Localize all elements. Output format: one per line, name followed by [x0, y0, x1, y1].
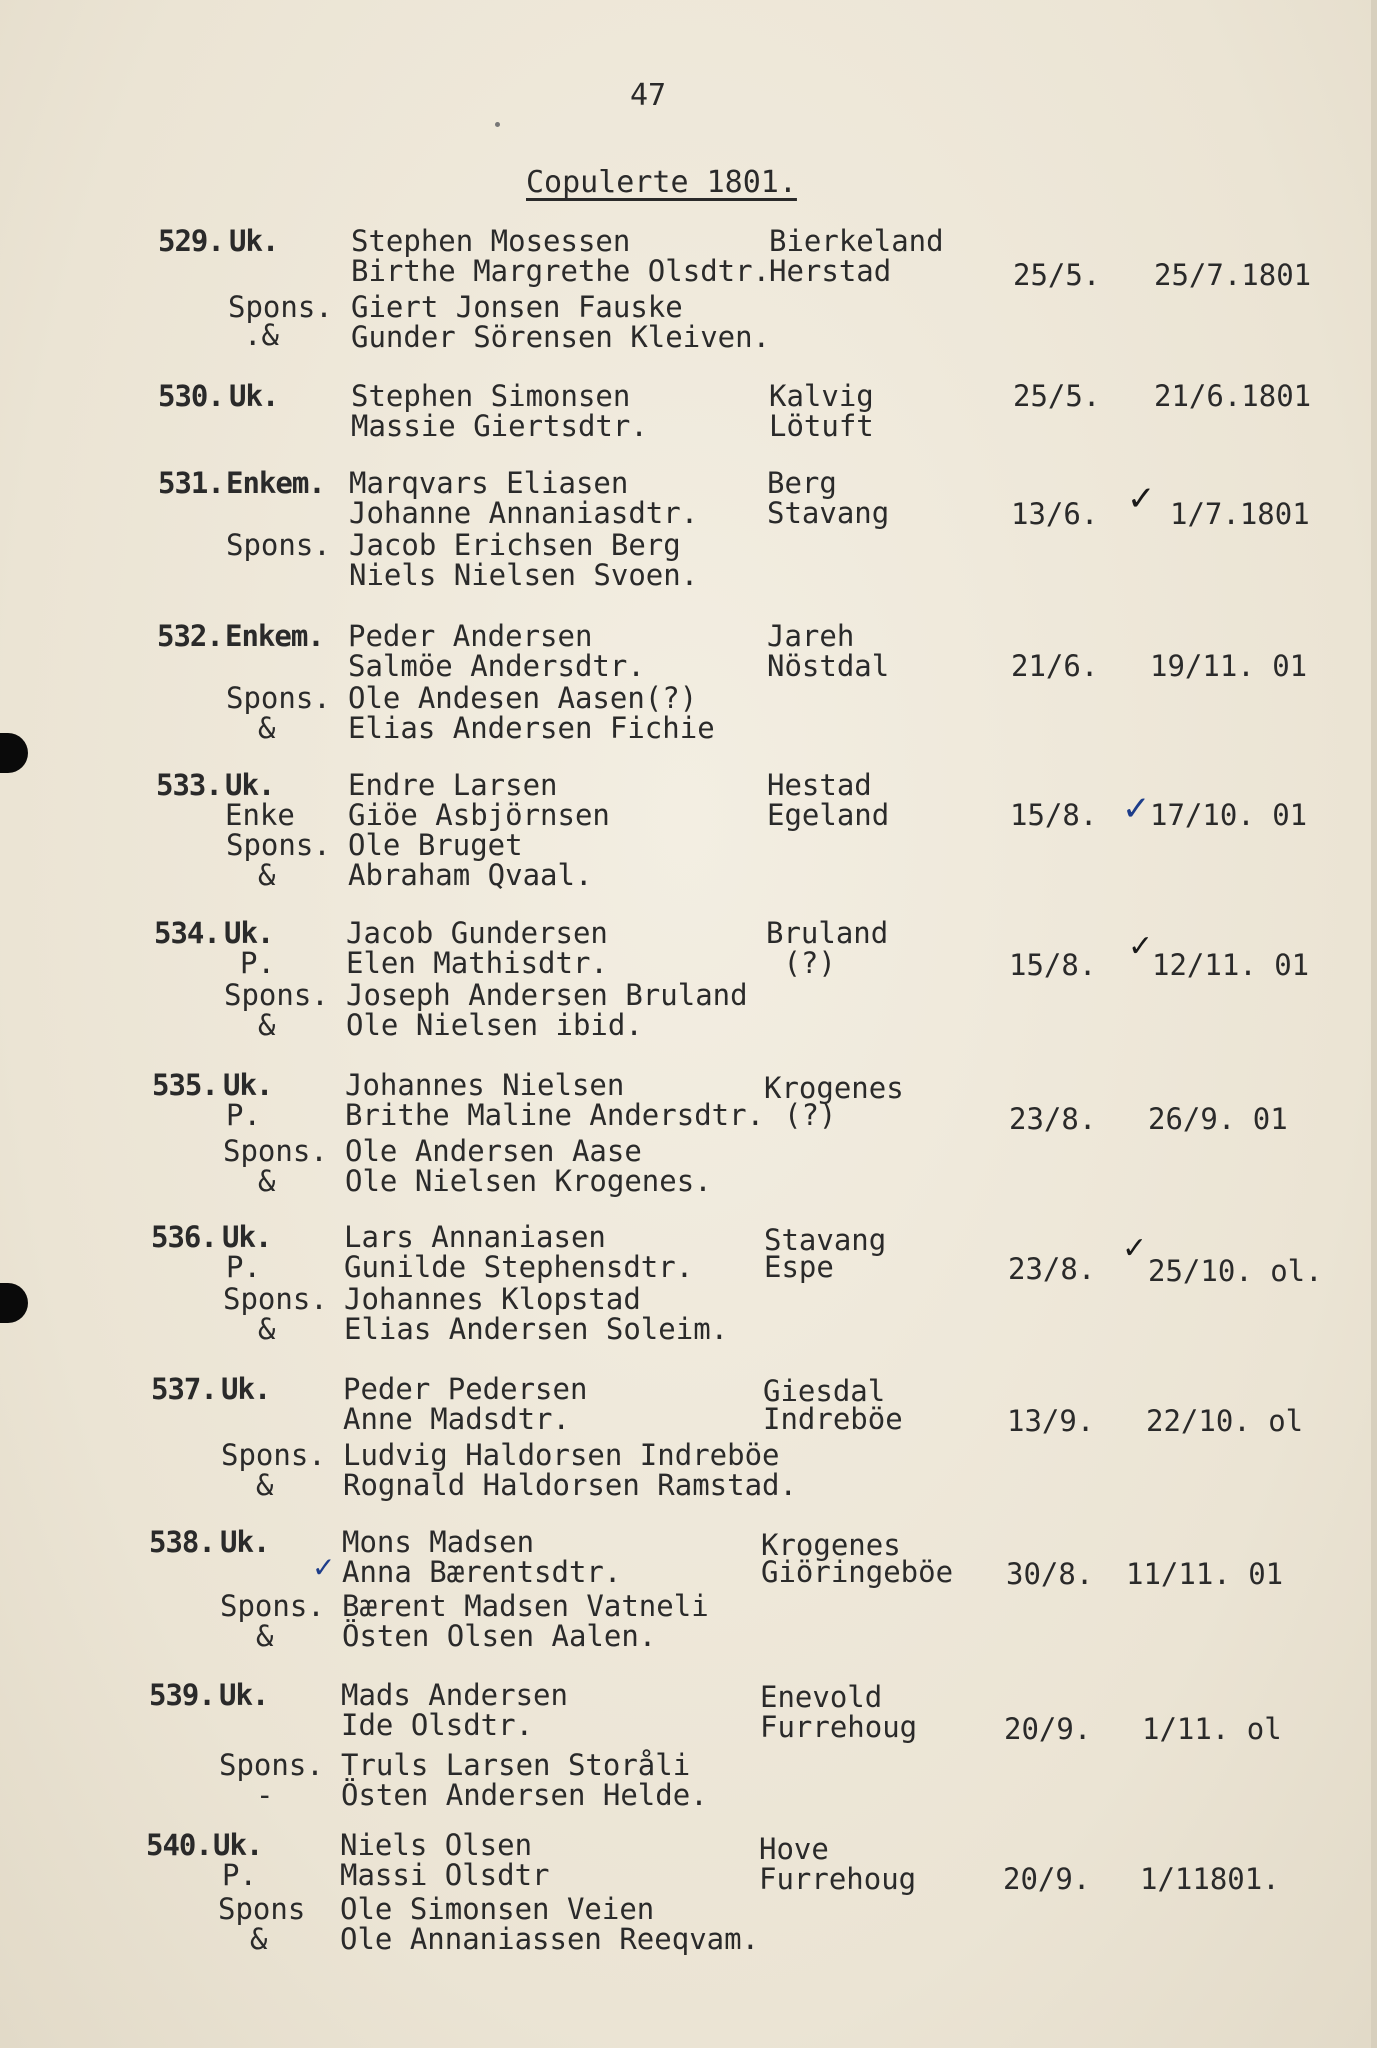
groom-place: Krogenes	[761, 1528, 901, 1562]
record-status: Uk.	[220, 1525, 270, 1559]
sponsor-name: Ole Bruget	[348, 828, 523, 862]
record-number: 530.	[158, 379, 224, 413]
record-number: 540.	[146, 1828, 212, 1862]
marriage-date: 11/11. 01	[1126, 1557, 1284, 1591]
bride-place: Giöringeböe	[761, 1555, 954, 1589]
sponsor-name: Ole Annaniassen Reeqvam.	[340, 1922, 760, 1956]
groom-place: Hestad	[767, 768, 872, 802]
sponsors-label: Spons.	[224, 978, 329, 1012]
marriage-date: 26/9. 01	[1148, 1102, 1288, 1136]
bride-place: Furrehoug	[759, 1862, 917, 1896]
sponsor-name: Johannes Klopstad	[344, 1282, 641, 1316]
groom-name: Endre Larsen	[348, 768, 558, 802]
bride-place: Espe	[764, 1250, 834, 1284]
groom-name: Mads Andersen	[341, 1678, 568, 1712]
bride-name: Ide Olsdtr.	[341, 1708, 534, 1742]
record-status: Uk.	[222, 1220, 272, 1254]
sponsor-name: Ole Nielsen Krogenes.	[345, 1164, 712, 1198]
bride-name: Birthe Margrethe Olsdtr.	[351, 254, 771, 288]
bride-name: Brithe Maline Andersdtr.	[345, 1098, 765, 1132]
groom-name: Johannes Nielsen	[345, 1068, 625, 1102]
proclamation-date: 15/8.	[1009, 948, 1097, 982]
record-number: 537.	[151, 1372, 217, 1406]
proclamation-date: 25/5.	[1013, 258, 1101, 292]
page-title: Copulerte 1801.	[526, 165, 797, 200]
checkmark-icon: ✓	[1128, 929, 1154, 964]
groom-name: Stephen Mosessen	[351, 224, 631, 258]
sponsors-ampersand: .&	[244, 318, 279, 352]
sponsor-name: Östen Olsen Aalen.	[342, 1619, 657, 1653]
groom-name: Stephen Simonsen	[351, 379, 631, 413]
groom-place: Bruland	[766, 916, 889, 950]
record-status: Uk.	[223, 1068, 273, 1102]
groom-place: Enevold	[760, 1680, 883, 1714]
sponsor-name: Ole Simonsen Veien	[340, 1892, 655, 1926]
bride-place: Herstad	[769, 254, 892, 288]
record-number: 538.	[149, 1525, 215, 1559]
bride-name: Anna Bærentsdtr.	[342, 1555, 622, 1589]
sponsors-label: Spons.	[223, 1282, 328, 1316]
groom-place: Bierkeland	[769, 224, 944, 258]
record-number: 536.	[151, 1220, 217, 1254]
record-number: 539.	[149, 1678, 215, 1712]
marriage-date: 22/10. ol	[1146, 1404, 1304, 1438]
sponsor-name: Elias Andersen Fichie	[348, 711, 715, 745]
ink-dot	[495, 122, 500, 127]
groom-name: Mons Madsen	[342, 1525, 535, 1559]
groom-name: Peder Andersen	[348, 619, 593, 653]
groom-place: Kalvig	[769, 379, 874, 413]
sponsor-name: Abraham Qvaal.	[348, 858, 593, 892]
bride-place: (?)	[766, 946, 836, 980]
proclamation-date: 30/8.	[1006, 1557, 1094, 1591]
proclamation-date: 15/8.	[1010, 798, 1098, 832]
record-status-2: P.	[222, 1858, 257, 1892]
sponsors-ampersand: &	[256, 1619, 274, 1653]
proclamation-date: 13/6.	[1011, 497, 1099, 531]
sponsors-ampersand: &	[258, 1008, 276, 1042]
punch-hole	[0, 1283, 28, 1323]
bride-place: Egeland	[767, 798, 890, 832]
checkmark-icon: ✓	[312, 1551, 336, 1584]
sponsor-name: Östen Andersen Helde.	[341, 1778, 708, 1812]
sponsor-name: Elias Andersen Soleim.	[344, 1312, 729, 1346]
marriage-date: 17/10. 01	[1150, 798, 1308, 832]
sponsors-label: Spons.	[228, 290, 333, 324]
groom-name: Lars Annaniasen	[344, 1220, 606, 1254]
sponsor-name: Niels Nielsen Svoen.	[349, 558, 699, 592]
sponsors-label: Spons.	[219, 1748, 324, 1782]
sponsors-ampersand: &	[250, 1922, 268, 1956]
sponsors-label: Spons.	[220, 1589, 325, 1623]
record-status-2: P.	[226, 1098, 261, 1132]
marriage-date: 25/10. ol.	[1148, 1254, 1323, 1288]
marriage-date: 12/11. 01	[1152, 948, 1310, 982]
sponsor-name: Ole Andersen Aase	[345, 1134, 642, 1168]
record-status: Uk.	[225, 768, 275, 802]
sponsors-label: Spons.	[221, 1438, 326, 1472]
checkmark-icon: ✓	[1127, 479, 1156, 519]
sponsors-ampersand: &	[258, 1312, 276, 1346]
sponsor-name: Ole Andesen Aasen(?)	[348, 681, 698, 715]
record-status: Uk.	[213, 1828, 263, 1862]
bride-place: Indreböe	[763, 1402, 903, 1436]
bride-name: Massie Giertsdtr.	[351, 409, 648, 443]
groom-name: Jacob Gundersen	[346, 916, 608, 950]
record-number: 531.	[158, 466, 224, 500]
marriage-date: 1/11801.	[1140, 1862, 1280, 1896]
checkmark-icon: ✓	[1122, 1231, 1148, 1266]
sponsors-ampersand: &	[258, 858, 276, 892]
sponsors-label: Spons.	[226, 528, 331, 562]
bride-name: Salmöe Andersdtr.	[348, 649, 645, 683]
record-number: 532.	[157, 619, 223, 653]
groom-place: Berg	[767, 466, 837, 500]
bride-name: Johanne Annaniasdtr.	[349, 496, 699, 530]
record-status-2: P.	[226, 1250, 261, 1284]
record-status-2: Enke	[225, 798, 295, 832]
groom-name: Niels Olsen	[340, 1828, 533, 1862]
proclamation-date: 20/9.	[1003, 1862, 1091, 1896]
record-status: Uk.	[229, 224, 279, 258]
marriage-date: 1/11. ol	[1142, 1712, 1282, 1746]
checkmark-icon: ✓	[1122, 789, 1151, 829]
record-status-2: P.	[240, 946, 275, 980]
sponsor-name: Gunder Sörensen Kleiven.	[351, 320, 771, 354]
record-status: Uk.	[224, 916, 274, 950]
groom-place: Stavang	[764, 1223, 887, 1257]
groom-place: Jareh	[767, 619, 855, 653]
record-status: Uk.	[229, 379, 279, 413]
groom-place: Krogenes	[764, 1071, 904, 1105]
proclamation-date: 25/5.	[1013, 379, 1101, 413]
record-number: 529.	[158, 224, 224, 258]
bride-place: (?)	[784, 1098, 837, 1132]
bride-place: Nöstdal	[767, 649, 890, 683]
punch-hole	[0, 733, 28, 773]
bride-name: Anne Madsdtr.	[343, 1402, 570, 1436]
marriage-date: 25/7.1801	[1154, 258, 1312, 292]
bride-place: Stavang	[767, 496, 890, 530]
sponsors-label: Spons.	[226, 681, 331, 715]
sponsor-name: Ole Nielsen ibid.	[346, 1008, 643, 1042]
proclamation-date: 20/9.	[1004, 1712, 1092, 1746]
page-number: 47	[630, 78, 667, 113]
sponsors-ampersand: &	[258, 711, 276, 745]
marriage-date: 1/7.1801	[1170, 497, 1310, 531]
marriage-date: 21/6.1801	[1154, 379, 1312, 413]
bride-place: Lötuft	[769, 409, 874, 443]
sponsor-name: Ludvig Haldorsen Indreböe	[343, 1438, 780, 1472]
bride-place: Furrehoug	[760, 1710, 918, 1744]
proclamation-date: 23/8.	[1009, 1102, 1097, 1136]
record-number: 535.	[152, 1068, 218, 1102]
bride-name: Giöe Asbjörnsen	[348, 798, 610, 832]
sponsor-name: Giert Jonsen Fauske	[351, 290, 683, 324]
sponsors-ampersand: -	[256, 1778, 274, 1812]
groom-place: Hove	[759, 1832, 829, 1866]
sponsors-label: Spons.	[223, 1134, 328, 1168]
bride-name: Gunilde Stephensdtr.	[344, 1250, 694, 1284]
bride-name: Elen Mathisdtr.	[346, 946, 608, 980]
sponsor-name: Truls Larsen Storåli	[341, 1748, 691, 1782]
record-status: Enkem.	[225, 619, 324, 653]
sponsor-name: Jacob Erichsen Berg	[349, 528, 681, 562]
sponsor-name: Joseph Andersen Bruland	[346, 978, 748, 1012]
sponsor-name: Bærent Madsen Vatneli	[342, 1589, 709, 1623]
record-status: Uk.	[221, 1372, 271, 1406]
bride-name: Massi Olsdtr	[340, 1858, 550, 1892]
groom-name: Peder Pedersen	[343, 1372, 588, 1406]
sponsors-label: Spons	[218, 1892, 306, 1926]
proclamation-date: 13/9.	[1007, 1404, 1095, 1438]
marriage-date: 19/11. 01	[1150, 649, 1308, 683]
sponsor-name: Rognald Haldorsen Ramstad.	[343, 1468, 797, 1502]
groom-place: Giesdal	[763, 1374, 886, 1408]
groom-name: Marqvars Eliasen	[349, 466, 629, 500]
sponsors-ampersand: &	[258, 1164, 276, 1198]
sponsors-ampersand: &	[256, 1468, 274, 1502]
proclamation-date: 21/6.	[1011, 649, 1099, 683]
record-number: 534.	[154, 916, 220, 950]
record-status: Enkem.	[226, 466, 325, 500]
sponsors-label: Spons.	[226, 828, 331, 862]
proclamation-date: 23/8.	[1008, 1252, 1096, 1286]
record-number: 533.	[156, 768, 222, 802]
record-status: Uk.	[219, 1678, 269, 1712]
